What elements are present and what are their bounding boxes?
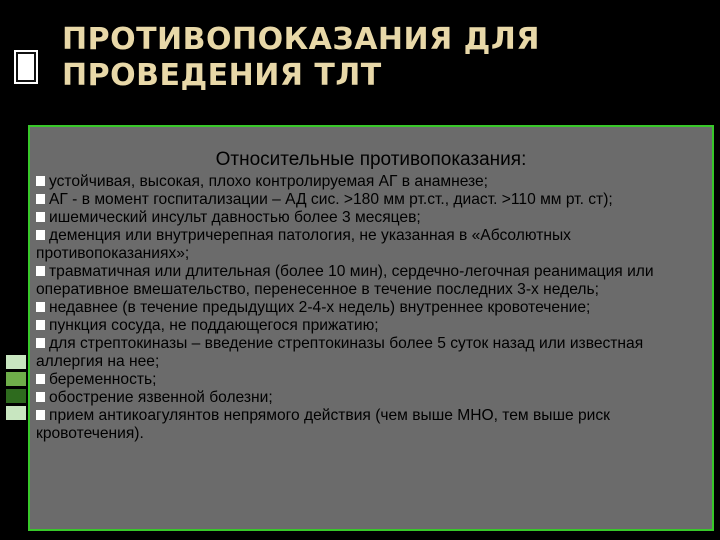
list-item	[36, 371, 706, 389]
title-line-2: ПРОВЕДЕНИЯ ТЛТ	[62, 58, 382, 93]
square-bullet-icon	[36, 320, 45, 330]
list-item-text: прием антикоагулянтов непрямого действия (чем выше МНО, тем выше риск кровотечения).	[36, 407, 610, 442]
content-panel	[28, 125, 714, 531]
slide-title	[62, 22, 662, 94]
decorative-stripe	[6, 355, 26, 369]
list-item	[36, 173, 706, 191]
list-item	[36, 191, 706, 209]
decorative-stripe	[6, 372, 26, 386]
list-item	[36, 263, 706, 299]
list-item-text: для стрептокиназы – введение стрептокиназы более 5 суток назад или известная аллергия на нее;	[36, 335, 644, 370]
contraindications-list	[36, 173, 706, 443]
decorative-stripe	[6, 406, 26, 420]
list-item-text: устойчивая, высокая, плохо контролируемая АГ в анамнезе;	[49, 173, 489, 190]
square-bullet-icon	[36, 266, 45, 276]
list-item-text: АГ - в момент госпитализации – АД сис. >180 мм рт.ст., диаст. >110 мм рт. ст);	[49, 191, 613, 208]
list-item	[36, 407, 706, 443]
list-item-text: недавнее (в течение предыдущих 2-4-х недель) внутреннее кровотечение;	[49, 299, 591, 316]
list-item	[36, 209, 706, 227]
decorative-stripe	[6, 389, 26, 403]
square-bullet-icon	[36, 176, 45, 186]
square-bullet-icon	[36, 194, 45, 204]
list-item-text: обострение язвенной болезни;	[49, 389, 273, 406]
square-bullet-icon	[36, 410, 45, 420]
list-item-text: травматичная или длительная (более 10 мин), сердечно-легочная реанимация или оперативное вмешательство, перенесенное в течение последних 3-х недель;	[36, 263, 654, 298]
list-item	[36, 335, 706, 371]
square-bullet-icon	[36, 392, 45, 402]
square-bullet-icon	[36, 212, 45, 222]
list-item	[36, 389, 706, 407]
square-bullet-icon	[36, 338, 45, 348]
list-item-text: деменция или внутричерепная патология, не указанная в «Абсолютных противопоказаниях»;	[36, 227, 571, 262]
list-item	[36, 299, 706, 317]
square-bullet-icon	[36, 302, 45, 312]
list-item-text: пункция сосуда, не поддающегося прижатию;	[49, 317, 379, 334]
subheading: Относительные противопоказания:	[215, 149, 527, 170]
list-item	[36, 317, 706, 335]
list-item	[36, 227, 706, 263]
square-bullet-icon	[36, 374, 45, 384]
list-item-text: беременность;	[49, 371, 157, 388]
decorative-block	[16, 52, 36, 82]
square-bullet-icon	[36, 230, 45, 240]
title-line-1: ПРОТИВОПОКАЗАНИЯ ДЛЯ	[62, 22, 540, 57]
list-item-text: ишемический инсульт давностью более 3 месяцев;	[49, 209, 421, 226]
